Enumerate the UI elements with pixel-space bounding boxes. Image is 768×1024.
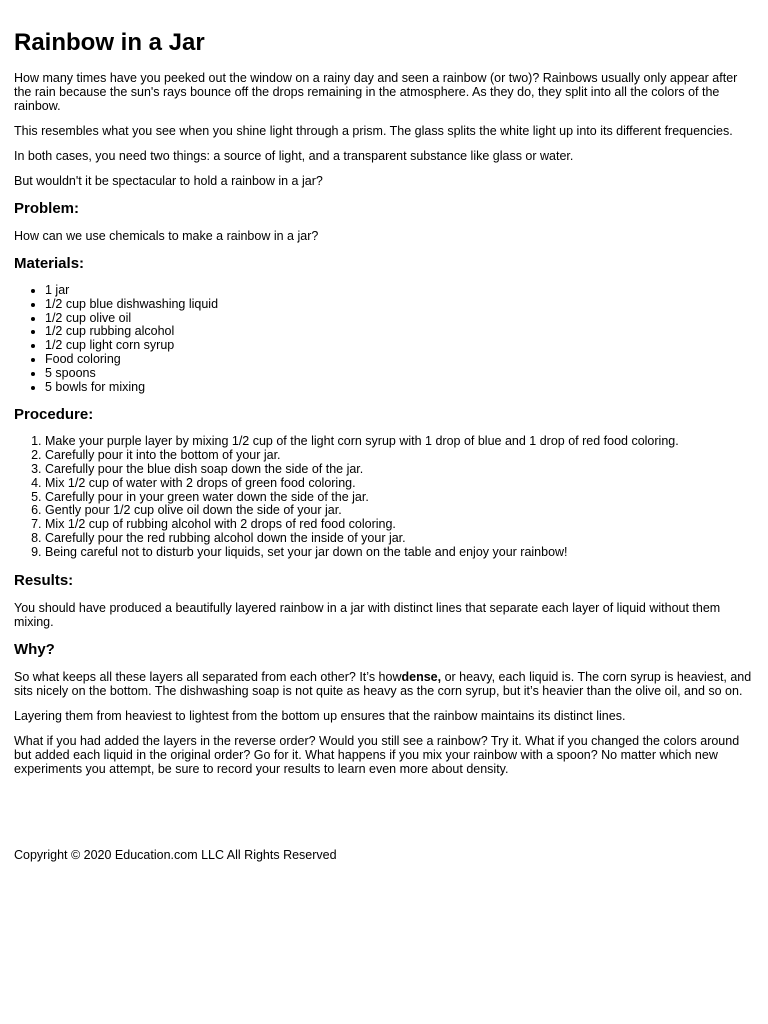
list-item: • 5 spoons — [45, 367, 756, 381]
list-item: • 1/2 cup blue dishwashing liquid — [45, 298, 756, 312]
why-paragraph-3: What if you had added the layers in the reverse order? Would you still see a rainbow? Try it. What if you changed the colors around but added each liquid in the original order? Go for it. What happens if you mix your rainbow with a spoon? No matter which new experiments you attempt, be sure to record your results to learn even more about density. — [14, 733, 740, 776]
list-item: • 5 bowls for mixing — [45, 381, 756, 395]
results-text: You should have produced a beautifully layered rainbow in a jar with distinct lines that separate each layer of liquid without them mixing. — [14, 600, 721, 629]
list-item: • 1/2 cup rubbing alcohol — [45, 325, 756, 339]
list-item: • 1/2 cup olive oil — [45, 312, 756, 326]
list-item: 7. Mix 1/2 cup of rubbing alcohol with 2 drops of red food coloring. — [45, 518, 756, 532]
list-item: 8. Carefully pour the red rubbing alcohol down the inside of your jar. — [45, 532, 756, 546]
why-paragraph-1 — [14, 670, 756, 698]
intro-paragraph-2: This resembles what you see when you shine light through a prism. The glass splits the white light up into its different frequencies. — [14, 124, 733, 138]
list-item: • Food coloring — [45, 353, 756, 367]
list-item: • 1/2 cup light corn syrup — [45, 339, 756, 353]
list-item: • 1 jar — [45, 284, 756, 298]
intro-paragraph-3: In both cases, you need two things: a source of light, and a transparent substance like glass or water. — [14, 149, 574, 163]
problem-text: How can we use chemicals to make a rainbow in a jar? — [14, 229, 319, 243]
problem-heading: Problem: — [14, 200, 80, 217]
list-item: 2. Carefully pour it into the bottom of your jar. — [45, 449, 756, 463]
list-item: 3. Carefully pour the blue dish soap down the side of the jar. — [45, 463, 756, 477]
dense-emphasis: dense, — [401, 669, 442, 684]
page-title: Rainbow in a Jar — [14, 29, 205, 56]
copyright-notice: Copyright © 2020 Education.com LLC All Rights Reserved — [14, 848, 337, 862]
procedure-heading: Procedure: — [14, 406, 94, 424]
intro-paragraph-4: But wouldn't it be spectacular to hold a rainbow in a jar? — [14, 174, 323, 188]
why-text-before: So what keeps all these layers all separated from each other? It’s how — [14, 669, 402, 684]
document-page — [14, 0, 756, 776]
list-item: 4. Mix 1/2 cup of water with 2 drops of green food coloring. — [45, 477, 756, 491]
list-item: 1. Make your purple layer by mixing 1/2 cup of the light corn syrup with 1 drop of blue and 1 drop of red food coloring. — [45, 435, 756, 449]
why-heading: Why? — [14, 640, 55, 658]
why-text-after: or heavy, each liquid is. The corn syrup is heaviest, and sits nicely on the bottom. The dishwashing soap is not quite as heavy as the corn syrup, but it’s heavier than the olive oil, and so on. — [14, 669, 752, 698]
materials-list — [14, 284, 756, 394]
materials-heading: Materials: — [14, 255, 85, 272]
results-heading: Results: — [14, 571, 74, 589]
list-item: 9. Being careful not to disturb your liquids, set your jar down on the table and enjoy your rainbow! — [45, 546, 756, 560]
procedure-list — [14, 435, 756, 559]
intro-paragraph-1: How many times have you peeked out the window on a rainy day and seen a rainbow (or two)? Rainbows usually only appear after the rain because the sun's rays bounce off the drops remaining in the atmosphere. As they do, they split into all the colors of the rainbow. — [14, 71, 738, 113]
why-paragraph-2: Layering them from heaviest to lightest from the bottom up ensures that the rainbow maintains its distinct lines. — [14, 708, 626, 723]
list-item: 6. Gently pour 1/2 cup olive oil down the side of your jar. — [45, 504, 756, 518]
list-item: 5. Carefully pour in your green water down the side of the jar. — [45, 491, 756, 505]
